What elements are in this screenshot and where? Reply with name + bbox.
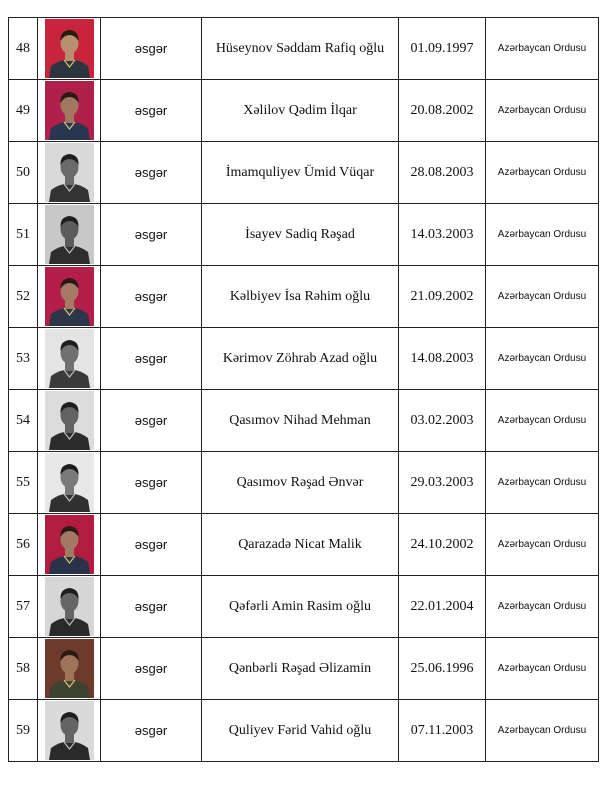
soldier-photo [45,81,94,140]
unit-cell: Azərbaycan Ordusu [486,204,599,266]
table-row [9,452,599,514]
row-number: 58 [9,638,38,700]
unit-cell: Azərbaycan Ordusu [486,514,599,576]
birthdate-cell: 14.03.2003 [399,204,486,266]
name-cell: İsayev Sadiq Rəşad [202,204,399,266]
table-row [9,204,599,266]
soldier-photo [45,143,94,202]
name-cell: Hüseynov Səddam Rafiq oğlu [202,18,399,80]
table-row [9,80,599,142]
rank-cell: əsgər [101,328,202,390]
photo-cell [38,328,101,390]
birthdate-cell: 21.09.2002 [399,266,486,328]
name-cell: Kəlbiyev İsa Rəhim oğlu [202,266,399,328]
unit-cell: Azərbaycan Ordusu [486,638,599,700]
table-row [9,390,599,452]
row-number: 52 [9,266,38,328]
rank-cell: əsgər [101,204,202,266]
soldier-photo [45,267,94,326]
row-number: 51 [9,204,38,266]
table-row [9,638,599,700]
row-number: 56 [9,514,38,576]
name-cell: Qasımov Nihad Mehman [202,390,399,452]
soldier-photo [45,577,94,636]
rank-cell: əsgər [101,700,202,762]
rank-cell: əsgər [101,142,202,204]
photo-cell [38,576,101,638]
photo-cell [38,638,101,700]
table-row [9,514,599,576]
unit-cell: Azərbaycan Ordusu [486,266,599,328]
name-cell: Quliyev Fərid Vahid oğlu [202,700,399,762]
table-row [9,328,599,390]
table-row [9,18,599,80]
unit-cell: Azərbaycan Ordusu [486,328,599,390]
birthdate-cell: 24.10.2002 [399,514,486,576]
unit-cell: Azərbaycan Ordusu [486,576,599,638]
rank-cell: əsgər [101,390,202,452]
soldier-photo [45,701,94,760]
row-number: 49 [9,80,38,142]
name-cell: Kərimov Zöhrab Azad oğlu [202,328,399,390]
soldier-photo [45,329,94,388]
table-row [9,142,599,204]
unit-cell: Azərbaycan Ordusu [486,142,599,204]
photo-cell [38,390,101,452]
row-number: 55 [9,452,38,514]
rank-cell: əsgər [101,18,202,80]
row-number: 53 [9,328,38,390]
row-number: 48 [9,18,38,80]
name-cell: Qəfərli Amin Rasim oğlu [202,576,399,638]
roster-table [8,17,599,762]
photo-cell [38,204,101,266]
name-cell: Qənbərli Rəşad Əlizamin [202,638,399,700]
photo-cell [38,452,101,514]
rank-cell: əsgər [101,638,202,700]
birthdate-cell: 22.01.2004 [399,576,486,638]
birthdate-cell: 14.08.2003 [399,328,486,390]
row-number: 59 [9,700,38,762]
table-row [9,266,599,328]
unit-cell: Azərbaycan Ordusu [486,390,599,452]
table-row [9,576,599,638]
photo-cell [38,80,101,142]
photo-cell [38,514,101,576]
unit-cell: Azərbaycan Ordusu [486,700,599,762]
birthdate-cell: 29.03.2003 [399,452,486,514]
rank-cell: əsgər [101,576,202,638]
rank-cell: əsgər [101,80,202,142]
unit-cell: Azərbaycan Ordusu [486,18,599,80]
birthdate-cell: 20.08.2002 [399,80,486,142]
soldier-photo [45,515,94,574]
soldier-photo [45,19,94,78]
soldier-photo [45,205,94,264]
photo-cell [38,142,101,204]
photo-cell [38,266,101,328]
name-cell: Qarazadə Nicat Malik [202,514,399,576]
birthdate-cell: 01.09.1997 [399,18,486,80]
soldier-photo [45,639,94,698]
rank-cell: əsgər [101,266,202,328]
row-number: 57 [9,576,38,638]
roster-body [9,18,599,762]
name-cell: Xəlilov Qədim İlqar [202,80,399,142]
table-row [9,700,599,762]
name-cell: İmamquliyev Ümid Vüqar [202,142,399,204]
birthdate-cell: 28.08.2003 [399,142,486,204]
unit-cell: Azərbaycan Ordusu [486,80,599,142]
rank-cell: əsgər [101,452,202,514]
unit-cell: Azərbaycan Ordusu [486,452,599,514]
row-number: 54 [9,390,38,452]
soldier-photo [45,453,94,512]
birthdate-cell: 07.11.2003 [399,700,486,762]
photo-cell [38,18,101,80]
photo-cell [38,700,101,762]
birthdate-cell: 03.02.2003 [399,390,486,452]
birthdate-cell: 25.06.1996 [399,638,486,700]
soldier-photo [45,391,94,450]
row-number: 50 [9,142,38,204]
name-cell: Qasımov Rəşad Ənvər [202,452,399,514]
rank-cell: əsgər [101,514,202,576]
